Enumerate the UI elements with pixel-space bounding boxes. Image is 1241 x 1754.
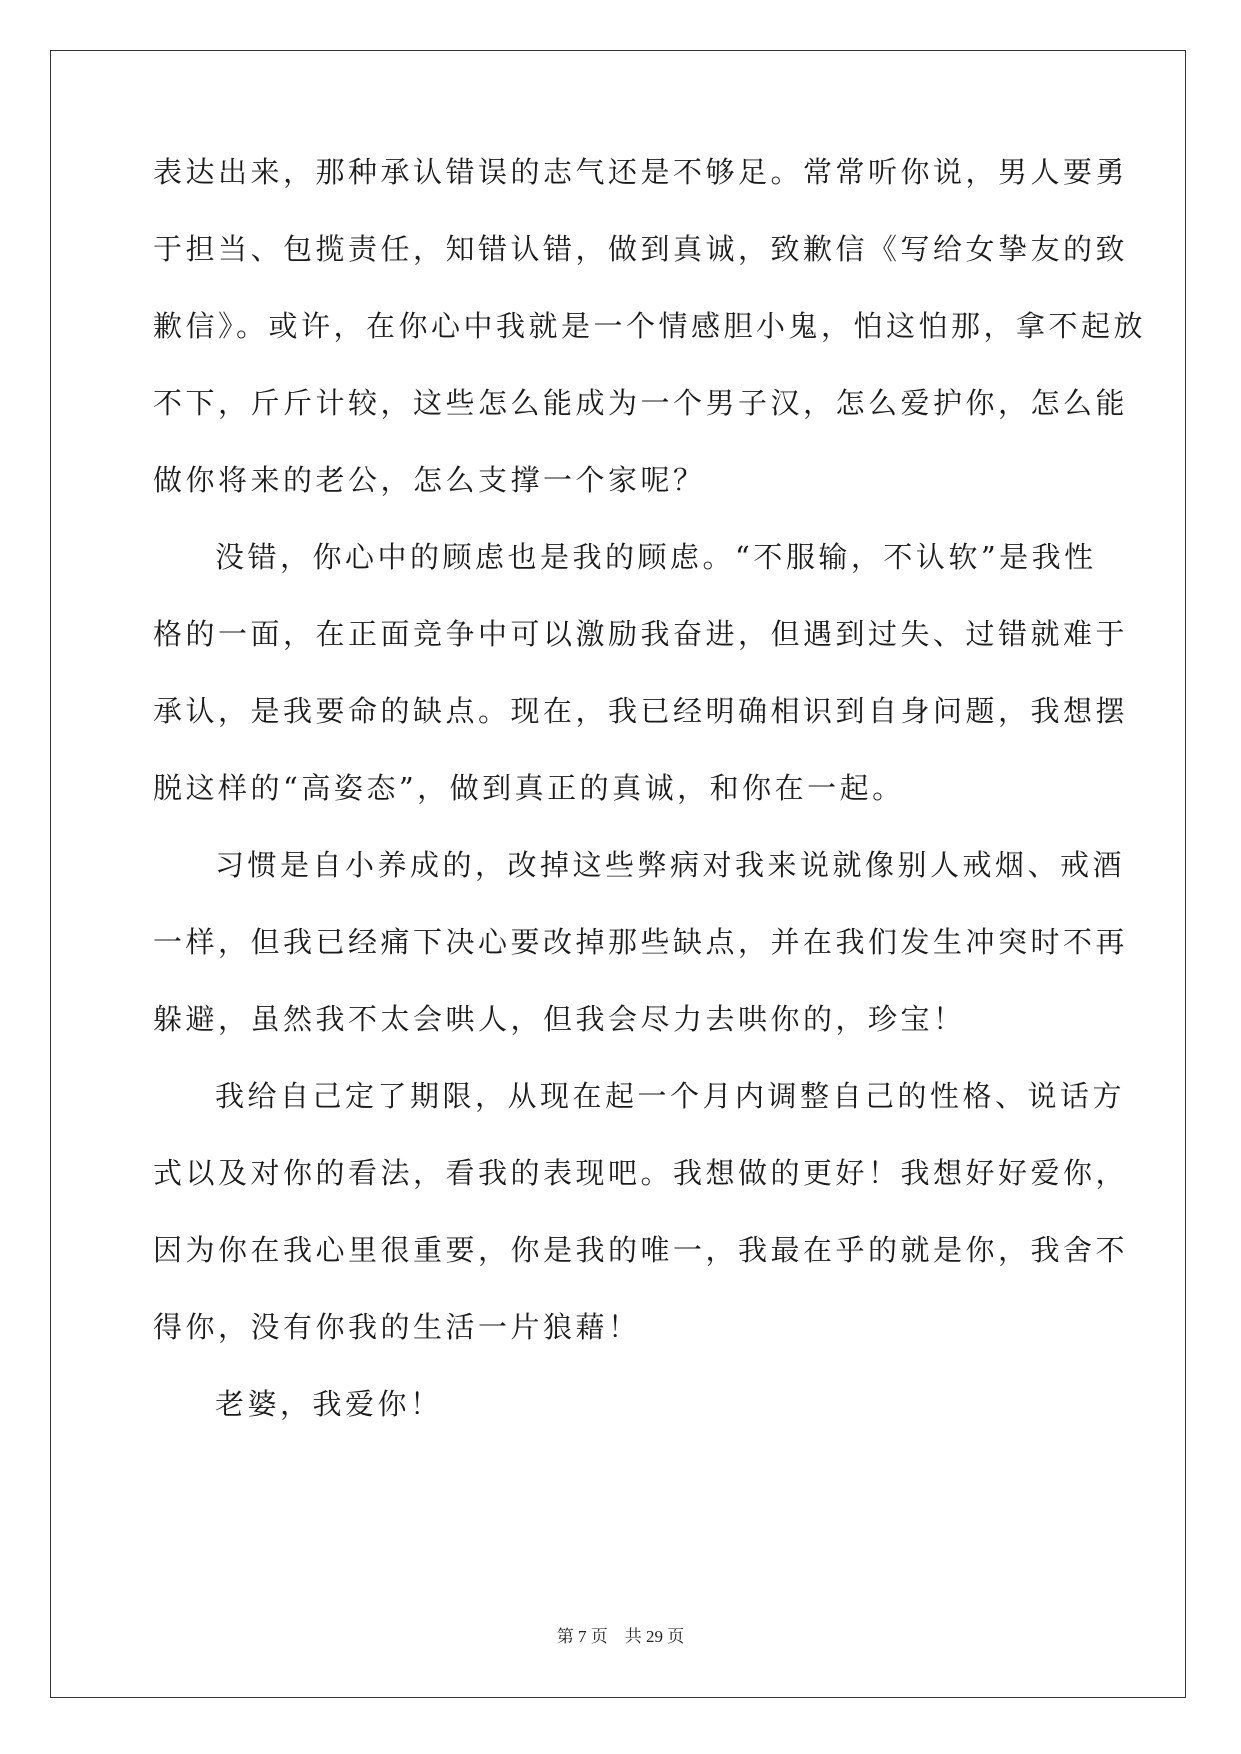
text-line: 格的一面，在正面竞争中可以激励我奋进，但遇到过失、过错就难于 <box>153 617 1129 651</box>
text-line: 一样，但我已经痛下决心要改掉那些缺点，并在我们发生冲突时不再 <box>153 925 1129 959</box>
text-line: 于担当、包揽责任，知错认错，做到真诚，致歉信《写给女挚友的致 <box>153 232 1129 266</box>
text-line: 躲避，虽然我不太会哄人，但我会尽力去哄你的，珍宝！ <box>153 1002 966 1036</box>
page-number-footer: 第 7 页 共 29 页 <box>556 1627 685 1646</box>
text-line: 式以及对你的看法，看我的表现吧。我想做的更好！我想好好爱你， <box>153 1156 1129 1190</box>
text-line: 做你将来的老公，怎么支撑一个家呢？ <box>153 463 706 497</box>
text-line: 歉信》。或许，在你心中我就是一个情感胆小鬼，怕这怕那，拿不起放 <box>153 309 1147 343</box>
paragraph-first-line: 老婆，我爱你！ <box>215 1387 443 1421</box>
paragraph-first-line: 我给自己定了期限，从现在起一个月内调整自己的性格、说话方 <box>215 1079 1126 1113</box>
text-line: 不下，斤斤计较，这些怎么能成为一个男子汉，怎么爱护你，怎么能 <box>153 386 1129 420</box>
paragraph-first-line: 习惯是自小养成的，改掉这些弊病对我来说就像别人戒烟、戒酒 <box>215 848 1126 882</box>
text-line: 表达出来，那种承认错误的志气还是不够足。常常听你说，男人要勇 <box>153 155 1129 189</box>
paragraph-first-line: 没错，你心中的顾虑也是我的顾虑。“不服输，不认软”是我性 <box>215 540 1097 574</box>
text-line: 脱这样的“高姿态”，做到真正的真诚，和你在一起。 <box>153 771 905 805</box>
text-line: 承认，是我要命的缺点。现在，我已经明确相识到自身问题，我想摆 <box>153 694 1129 728</box>
text-line: 因为你在我心里很重要，你是我的唯一，我最在乎的就是你，我舍不 <box>153 1233 1129 1267</box>
text-line: 得你，没有你我的生活一片狼藉！ <box>153 1310 641 1344</box>
